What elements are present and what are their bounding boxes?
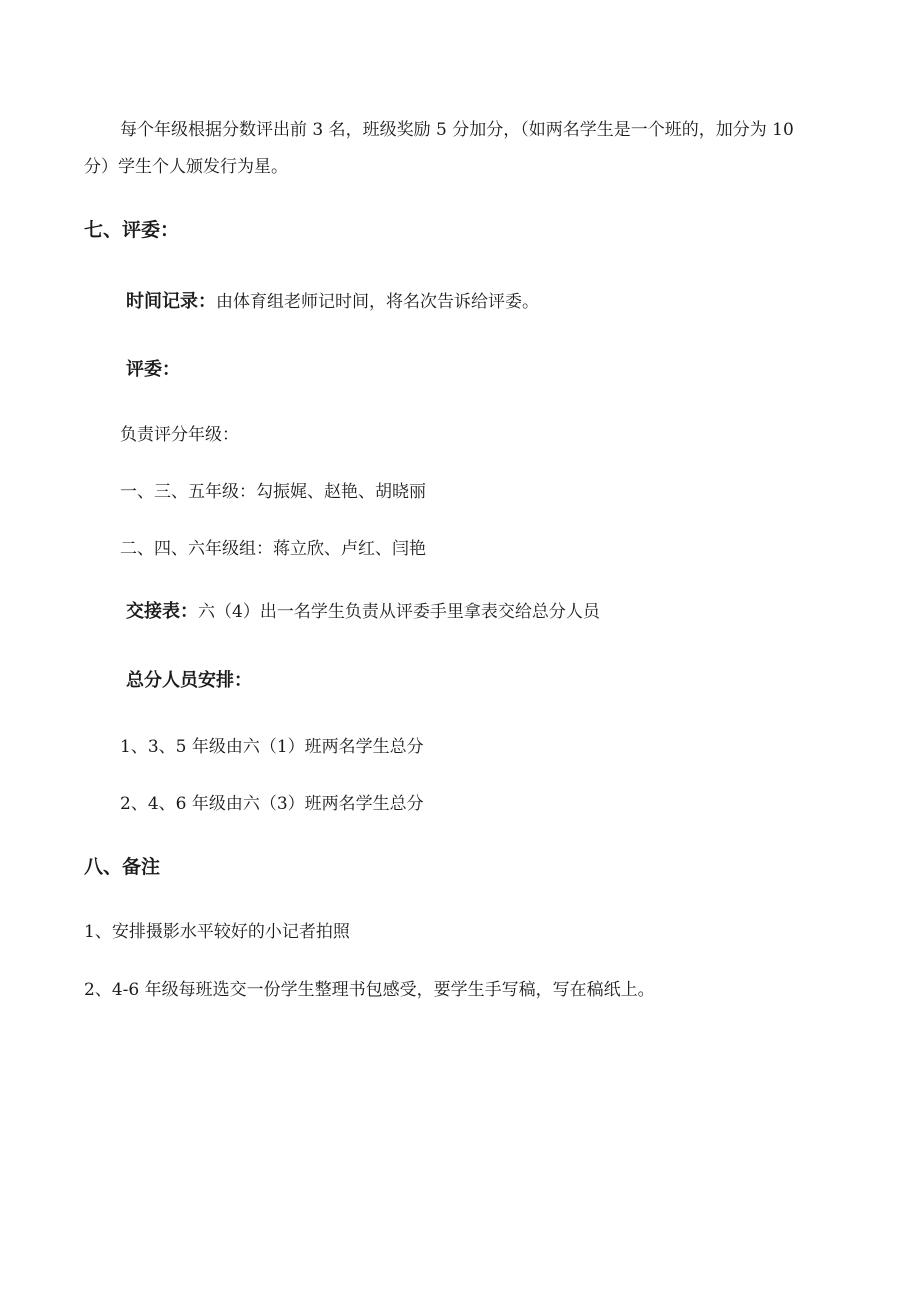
notes-item-1: 1、安排摄影水平较好的小记者拍照 xyxy=(84,922,350,942)
scoring-label: 总分人员安排： xyxy=(126,670,252,691)
notes-item-2: 2、4-6 年级每班选交一份学生整理书包感受，要学生手写稿，写在稿纸上。 xyxy=(84,980,655,1000)
scoring-item-2: 2、4、6 年级由六（3）班两名学生总分 xyxy=(120,794,424,814)
award-paragraph-line-2: 分）学生个人颁发行为星。 xyxy=(84,157,288,177)
section-8-heading: 八、备注 xyxy=(84,856,161,878)
judges-intro: 负责评分年级： xyxy=(120,425,239,445)
scoring-item-1: 1、3、5 年级由六（1）班两名学生总分 xyxy=(120,737,424,757)
judges-item-1: 一、三、五年级：勾振娓、赵艳、胡晓丽 xyxy=(120,482,426,502)
judges-label: 评委： xyxy=(126,359,180,380)
section-7-heading: 七、评委： xyxy=(84,219,180,241)
handover-text: 六（4）出一名学生负责从评委手里拿表交给总分人员 xyxy=(198,602,600,622)
award-paragraph-line-1: 每个年级根据分数评出前 3 名，班级奖励 5 分加分，（如两名学生是一个班的，加分为 10 xyxy=(120,120,794,140)
handover-row xyxy=(126,600,600,624)
time-record-label: 时间记录： xyxy=(126,291,216,312)
time-record-text: 由体育组老师记时间，将名次告诉给评委。 xyxy=(216,292,539,312)
judges-item-2: 二、四、六年级组：蒋立欣、卢红、闫艳 xyxy=(120,539,426,559)
time-record-row xyxy=(126,290,539,314)
handover-label: 交接表： xyxy=(126,601,198,622)
